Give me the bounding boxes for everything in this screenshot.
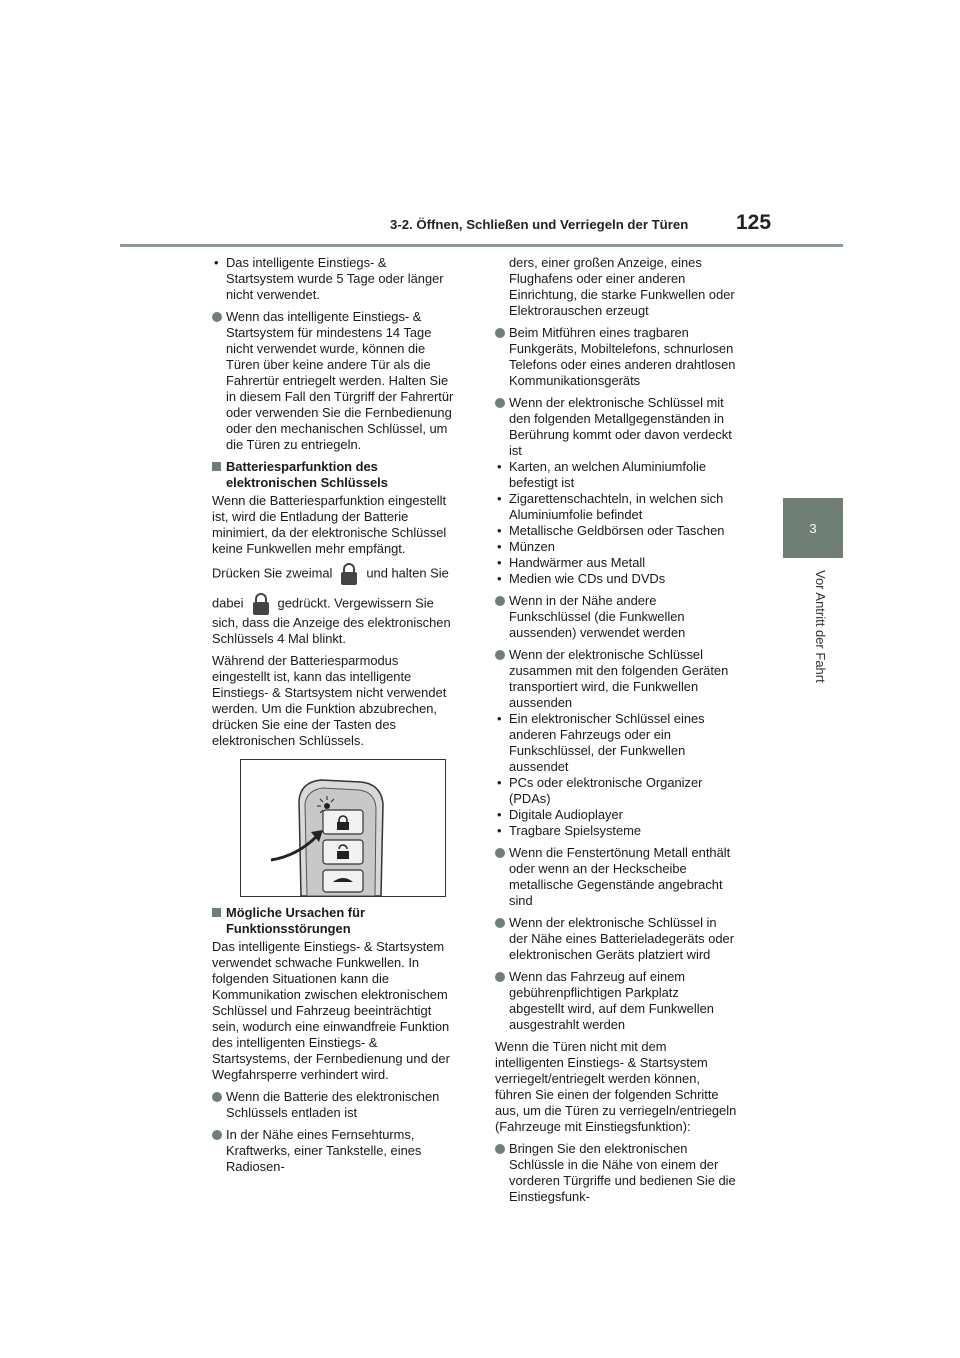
- dot-bullet-icon: [495, 398, 505, 408]
- bullet-item: • Handwärmer aus Metall: [497, 555, 646, 570]
- bullet-text: Metallische Geldbörsen oder Taschen: [509, 523, 725, 538]
- bullet-item: • Digitale Audioplayer: [497, 807, 623, 822]
- bullet-text: PCs oder elektronische Organizer (PDAs): [509, 775, 703, 806]
- item-text: Beim Mitführen eines tragbaren Funkgeräts, Mobiltelefons, schnurlosen Telefons oder eines anderen drahtlosen Kommunikationsgeräts: [509, 325, 736, 388]
- dot-bullet-icon: [212, 1130, 222, 1140]
- header-divider: [120, 244, 843, 247]
- list-item: [212, 1127, 454, 1175]
- chapter-title: Vor Antritt der Fahrt: [813, 570, 828, 683]
- item-text: Wenn die Batterie des elektronischen Schlüssels entladen ist: [226, 1089, 440, 1120]
- list-item: [495, 325, 737, 389]
- instruction-text: gedrückt. Vergewissern Sie sich, dass die Anzeige des elektronischen Schlüssels 4 Mal blinkt.: [212, 595, 451, 646]
- square-bullet-icon: [212, 462, 221, 471]
- list-item: [495, 915, 737, 963]
- item-text: ders, einer großen Anzeige, eines Flughafens oder einer anderen Einrichtung, die starke Funkwellen oder Elektrorauschen erzeugt: [509, 255, 735, 318]
- item-text: Wenn der elektronische Schlüssel mit den folgenden Metallgegenständen in Berührung kommt oder davon verdeckt ist: [509, 395, 732, 458]
- chapter-tab[interactable]: [783, 498, 843, 558]
- bullet-item: • Zigarettenschachteln, in welchen sich Aluminiumfolie befindet: [497, 491, 724, 522]
- lock-icon: [252, 593, 270, 615]
- paragraph: Das intelligente Einstiegs- & Startsystem verwendet schwache Funkwellen. In folgenden Situationen kann die Kommunikation zwischen elektronischem Schlüssel und Fahrzeug beeinträchtigt sein, wodurch eine einwandfreie Funktion des intelligenten Einstiegs- & Startsystems, der Fernbedienung und der Wegfahrsperre verhindert wird.: [212, 939, 450, 1082]
- instruction-text: und halten Sie: [366, 565, 449, 581]
- list-item: [212, 309, 454, 453]
- instruction-text: dabei: [212, 595, 244, 611]
- section-title: 3-2. Öffnen, Schließen und Verriegeln der Türen: [390, 217, 689, 232]
- list-item: [495, 1141, 737, 1205]
- paragraph: Wenn die Batteriesparfunktion eingestellt ist, wird die Entladung der Batterie minimiert, da der elektronische Schlüssel keine Funkwellen mehr empfängt.: [212, 493, 447, 556]
- bullet-text: Tragbare Spielsysteme: [509, 823, 642, 838]
- chapter-number: 3: [809, 520, 817, 536]
- bullet-text: Digitale Audioplayer: [509, 807, 623, 822]
- list-item: [495, 593, 737, 641]
- dot-bullet-icon: [212, 312, 222, 322]
- dot-bullet-icon: [495, 650, 505, 660]
- item-text: Wenn der elektronische Schlüssel in der Nähe eines Batterieladegeräts oder elektronischen Geräts platziert wird: [509, 915, 735, 962]
- key-fob-illustration: [240, 759, 446, 897]
- bullet-item: • PCs oder elektronische Organizer (PDAs): [497, 775, 703, 806]
- paragraph: Während der Batteriesparmodus eingestellt ist, kann das intelligente Einstiegs- & Startsystem nicht verwendet werden. Um die Funktion abzubrechen, drücken Sie eine der Tasten des elektronischen Schlüssels.: [212, 653, 447, 748]
- item-text: Wenn in der Nähe andere Funkschlüssel (die Funkwellen aussenden) verwendet werden: [509, 593, 686, 640]
- left-column: [212, 255, 454, 1181]
- bullet-text: Ein elektronischer Schlüssel eines anderen Fahrzeugs oder ein Funkschlüssel, der Funkwellen aussendet: [509, 711, 705, 774]
- page-number: 125: [736, 211, 772, 234]
- item-text: Wenn das Fahrzeug auf einem gebührenpflichtigen Parkplatz abgestellt wird, auf dem Funkwellen ausgestrahlt werden: [509, 969, 714, 1032]
- devices-list: [495, 711, 737, 839]
- bullet-item: [212, 255, 454, 303]
- dot-bullet-icon: [495, 918, 505, 928]
- square-bullet-icon: [212, 908, 221, 917]
- paragraph: Wenn die Türen nicht mit dem intelligenten Einstiegs- & Startsystem verriegelt/entriegelt werden können, führen Sie einen der folgenden Schritte aus, um die Türen zu verriegeln/entriegeln (Fahrzeuge mit Einstiegsfunktion):: [495, 1039, 737, 1134]
- section-heading: [212, 459, 454, 491]
- dot-bullet-icon: [495, 848, 505, 858]
- key-fob-drawing: [241, 760, 445, 896]
- bullet-text: Zigarettenschachteln, in welchen sich Aluminiumfolie befindet: [509, 491, 724, 522]
- dot-bullet-icon: [495, 972, 505, 982]
- list-item: [495, 845, 737, 909]
- right-column: [495, 255, 737, 1211]
- heading-text: Mögliche Ursachen für Funktionsstörungen: [226, 905, 365, 936]
- bullet-item: • Metallische Geldbörsen oder Taschen: [497, 523, 725, 538]
- item-text: Wenn das intelligente Einstiegs- & Startsystem für mindestens 14 Tage nicht verwendet wurde, können die Türen über keine andere Tür als die Fahrertür entriegelt werden. Halten Sie in diesem Fall den Türgriff der Fahrertür oder verwenden Sie die Fernbedienung oder den mechanischen Schlüssel, um die Türen zu entriegeln.: [226, 309, 454, 452]
- item-text: Bringen Sie den elektronischen Schlüssle in die Nähe von einem der vorderen Türgriffe und bedienen Sie die Einstiegsfunk-: [509, 1141, 736, 1204]
- list-item: [495, 395, 737, 459]
- bullet-item: • Münzen: [497, 539, 555, 554]
- dot-bullet-icon: [212, 1092, 222, 1102]
- bullet-item: • Tragbare Spielsysteme: [497, 823, 642, 838]
- dot-bullet-icon: [495, 328, 505, 338]
- list-item: [495, 969, 737, 1033]
- bullet-mark: •: [214, 255, 219, 270]
- item-text: Wenn die Fenstertönung Metall enthält oder wenn an der Heckscheibe metallische Gegenstände angebracht sind: [509, 845, 731, 908]
- heading-text: Batteriesparfunktion des elektronischen Schlüssels: [226, 459, 388, 490]
- bullet-text: Handwärmer aus Metall: [509, 555, 646, 570]
- lock-icon: [340, 563, 358, 585]
- bullet-item: • Ein elektronischer Schlüssel eines anderen Fahrzeugs oder ein Funkschlüssel, der Funkwellen aussendet: [497, 711, 705, 774]
- bullet-item: • Karten, an welchen Aluminiumfolie befestigt ist: [497, 459, 707, 490]
- list-item-continued: [495, 255, 737, 319]
- bullet-text: Das intelligente Einstiegs- & Startsystem wurde 5 Tage oder länger nicht verwendet.: [226, 255, 444, 302]
- item-text: Wenn der elektronische Schlüssel zusammen mit den folgenden Geräten transportiert wird, die Funkwellen aussenden: [509, 647, 729, 710]
- bullet-text: Medien wie CDs und DVDs: [509, 571, 666, 586]
- bullet-text: Karten, an welchen Aluminiumfolie befestigt ist: [509, 459, 707, 490]
- item-text: In der Nähe eines Fernsehturms, Kraftwerks, einer Tankstelle, eines Radiosen-: [226, 1127, 422, 1174]
- section-heading: [212, 905, 454, 937]
- bullet-item: • Medien wie CDs und DVDs: [497, 571, 666, 586]
- press-instruction: [212, 563, 454, 647]
- dot-bullet-icon: [495, 596, 505, 606]
- list-item: [212, 1089, 454, 1121]
- metal-objects-list: [495, 459, 737, 587]
- list-item: [495, 647, 737, 711]
- instruction-text: Drücken Sie zweimal: [212, 565, 333, 581]
- bullet-text: Münzen: [509, 539, 555, 554]
- dot-bullet-icon: [495, 1144, 505, 1154]
